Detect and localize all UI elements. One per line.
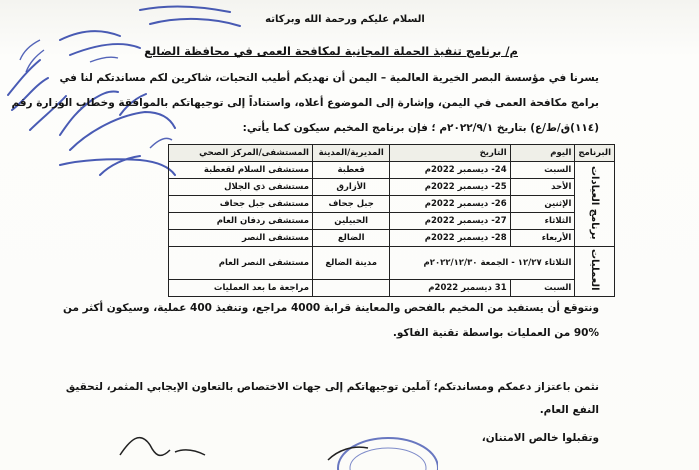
table-row <box>169 196 615 213</box>
greeting: السلام عليكم ورحمة الله وبركاته <box>265 14 425 25</box>
row-day: الأربعاء <box>510 230 575 247</box>
row-hospital: مستشفى السلام لقعطبة <box>169 162 313 179</box>
row-date: 25- ديسمبر 2022م <box>390 179 510 196</box>
table-row <box>169 213 615 230</box>
body-line-2: برامج مكافحة العمى في اليمن، وإشارة إلى الموضوع أعلاه، واستناداً إلى توجيهاتكم بالموافقة وخطاب الوزارة رقم <box>11 97 599 109</box>
row-hospital: مستشفى النصر <box>169 230 313 247</box>
header-program: البرنامج <box>575 145 615 162</box>
clinics-label: برنامج العيادات <box>589 165 601 240</box>
row-day: السبت <box>510 162 575 179</box>
header-date: التاريخ <box>390 145 510 162</box>
ops-date: الثلاثاء ١٢/٢٧ - الجمعة ٢٠٢٢/١٢/٣٠م <box>390 247 575 280</box>
end-line-1: ونتوقع أن يستفيد من المخيم بالفحص والمعاينة قرابة 4000 مراجع، وتنفيذ 400 عملية، وسيكون أكثر من <box>63 302 599 314</box>
subject-line: م/ برنامج تنفيذ الحملة المجانية لمكافحة العمى في محافظة الضالع <box>144 44 518 58</box>
ops-label: العمليات <box>589 249 601 291</box>
row-day: الأحد <box>510 179 575 196</box>
row-district: الأزارق <box>312 179 389 196</box>
ops-hospital: مستشفى النصر العام <box>169 247 313 280</box>
ops-program-cell <box>575 247 615 297</box>
review-district-empty <box>312 280 389 297</box>
header-hospital: المستشفى/المركز الصحي <box>169 145 313 162</box>
row-day: الثلاثاء <box>510 213 575 230</box>
review-date: 31 ديسمبر 2022م <box>390 280 510 297</box>
table-header-row <box>169 145 615 162</box>
row-date: 24- ديسمبر 2022م <box>390 162 510 179</box>
closing-line: وتقبلوا خالص الامتنان، <box>481 432 599 444</box>
row-date: 27- ديسمبر 2022م <box>390 213 510 230</box>
row-district: قعطبة <box>312 162 389 179</box>
camp-schedule-table <box>168 144 615 297</box>
end-line-2: 90% من العمليات بواسطة تقنية الفاكو. <box>392 327 599 339</box>
header-day: اليوم <box>510 145 575 162</box>
end-line-4: النفع العام. <box>539 404 599 416</box>
ops-district: مدينة الضالع <box>312 247 389 280</box>
review-hospital: مراجعة ما بعد العمليات <box>169 280 313 297</box>
row-day: الإثنين <box>510 196 575 213</box>
end-line-3: نثمن باعتزاز دعمكم ومساندتكم؛ آملين توجيهاتكم إلى جهات الاختصاص بالتعاون الإيجابي المثمر، لتحقيق <box>65 381 599 393</box>
row-district: الحبيلين <box>312 213 389 230</box>
row-date: 26- ديسمبر 2022م <box>390 196 510 213</box>
table-row-review <box>169 280 615 297</box>
table-row <box>169 230 615 247</box>
table-row <box>169 162 615 179</box>
organization-stamp <box>318 430 438 470</box>
header-district: المديرية/المدينة <box>312 145 389 162</box>
row-hospital: مستشفى ذي الجلال <box>169 179 313 196</box>
row-district: جبل جحاف <box>312 196 389 213</box>
row-district: الضالع <box>312 230 389 247</box>
table-row <box>169 179 615 196</box>
row-hospital: مستشفى ردفان العام <box>169 213 313 230</box>
body-line-3: (١١٤)ق/ط/ع) بتاريخ ٢٠٢٢/٩/١م ؛ فإن برنامج المخيم سيكون كما يأتي: <box>242 122 599 134</box>
row-date: 28- ديسمبر 2022م <box>390 230 510 247</box>
clinics-program-cell <box>575 162 615 247</box>
row-hospital: مستشفى جبل جحاف <box>169 196 313 213</box>
body-line-1: يسرنا في مؤسسة البصر الخيرية العالمية – اليمن أن نهديكم أطيب التحيات، شاكرين لكم مساندتكم لنا في <box>59 72 599 84</box>
review-day: السبت <box>510 280 575 297</box>
table-row-operations <box>169 247 615 280</box>
